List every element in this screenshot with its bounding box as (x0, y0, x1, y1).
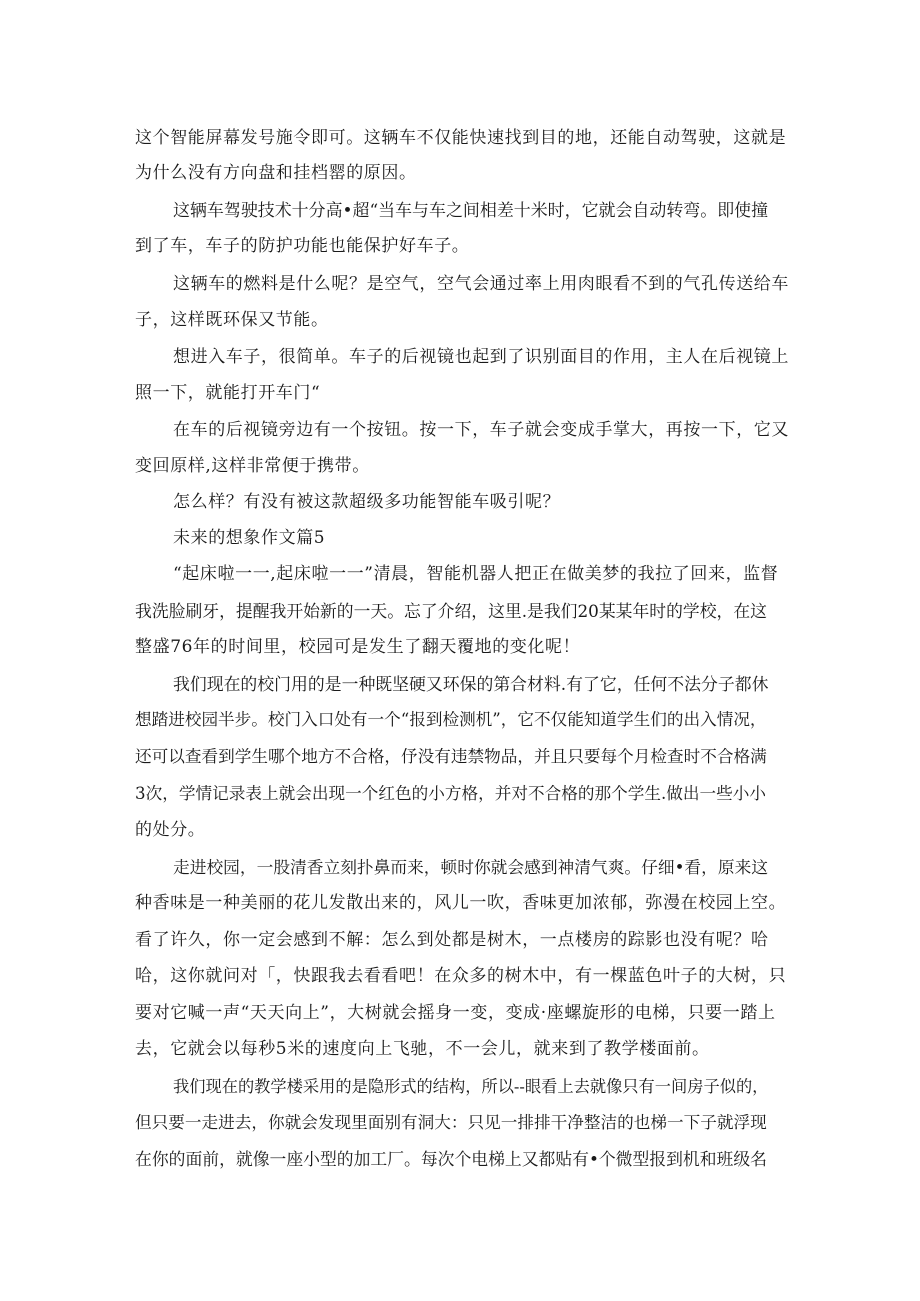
text-line: 怎么样？有没有被这款超级多功能智能车吸引呢？ (173, 492, 561, 512)
text-line: 我们现在的教学楼采用的是隐形式的结构，所以--眼看上去就像只有一间房子似的， (173, 1077, 769, 1096)
text-line: 3次，学情记录表上就会出现一个红色的小方格，并对不合格的那个学生.做出一些小小 (135, 784, 766, 803)
text-line: 这辆车的燃料是什么呢？是空气，空气会通过率上用肉眼看不到的气孔传送给车 (173, 274, 789, 294)
text-line: 走进校园，一股清香立刻扑鼻而来，顿时你就会感到神清气爽。仔细•看，原来这 (173, 857, 769, 877)
text-line: 为什么没有方向盘和挂档罂的原因。 (135, 163, 417, 183)
text-line: 到了车，车子的防护功能也能保护好车子。 (135, 236, 470, 256)
text-line: 看了许久，你一定会感到不解：怎么到处都是树木，一点楼房的踪影也没有呢？哈 (135, 930, 769, 950)
text-line: 想踏进校园半步。校门入口处有一个“报到检测机”，它不仅能知道学生们的出入情况， (135, 710, 767, 729)
text-line: 在车的后视镜旁边有一个按钮。按一下，车子就会变成手掌大，再按一下，它又 (173, 420, 789, 440)
text-line: 在你的面前，就像一座小型的加工厂。每次个电梯上又都贴有•个微型报到机和班级名 (135, 1149, 767, 1169)
text-line: 还可以查看到学生哪个地方不合格，伃没有违禁物品，并且只要每个月检查时不合格满 (135, 747, 767, 766)
text-line: 变回原样,这样非常便于携带。 (135, 456, 370, 476)
text-line: 我洗脸刷牙，提醒我开始新的一天。忘了介绍，这里.是我们20某某年时的学校，在这 (135, 601, 767, 621)
text-line: 哈，这你就问对「，快跟我去看看吧！在众多的树木中，有一棵蓝色叶子的大树，只 (135, 966, 787, 986)
section-heading: 未来的想象作文篇5 (173, 528, 326, 548)
text-line: 去，它就会以每秒5米的速度向上飞驰，不一会儿，就来到了教学楼面前。 (135, 1039, 710, 1059)
text-line: 我们现在的校门用的是一种既坚硬又环保的第合材料.有了它，任何不法分子都休 (173, 674, 769, 694)
text-line: 种香味是一种美丽的花儿发散出来的，风儿一吹，香味更加浓郁，弥漫在校园上空。 (135, 893, 787, 913)
text-line: 这辆车驾驶技术十分高•超“当车与车之间相差十米时，它就会自动转弯。即使撞 (173, 200, 769, 220)
text-line: 要对它喊一声“天天向上”，大树就会摇身一变，变成·座螺旋形的电梯，只要一踏上 (135, 1003, 776, 1023)
text-line: 的处分。 (135, 820, 206, 840)
text-line: 照一下，就能打开车门“ (135, 383, 321, 403)
text-line: 这个智能屏幕发号施令即可。这辆车不仅能快速找到目的地，还能自动驾驶，这就是 (135, 128, 787, 148)
text-line: 整盛76年的时间里，校园可是发生了翻天覆地的变化呢！ (135, 637, 581, 657)
text-line: “起床啦一一,起床啦一一”清晨，智能机器人把正在做美梦的我拉了回来，监督 (173, 564, 779, 584)
text-line: 想进入车子，很简单。车子的后视镜也起到了识别面目的作用，主人在后视镜上 (173, 347, 789, 367)
text-line: 子，这样既环保又节能。 (135, 310, 329, 330)
text-line: 但只要一走进去，你就会发现里面别有洞大：只见一排排干净整洁的也梯一下子就浮现 (135, 1113, 767, 1132)
